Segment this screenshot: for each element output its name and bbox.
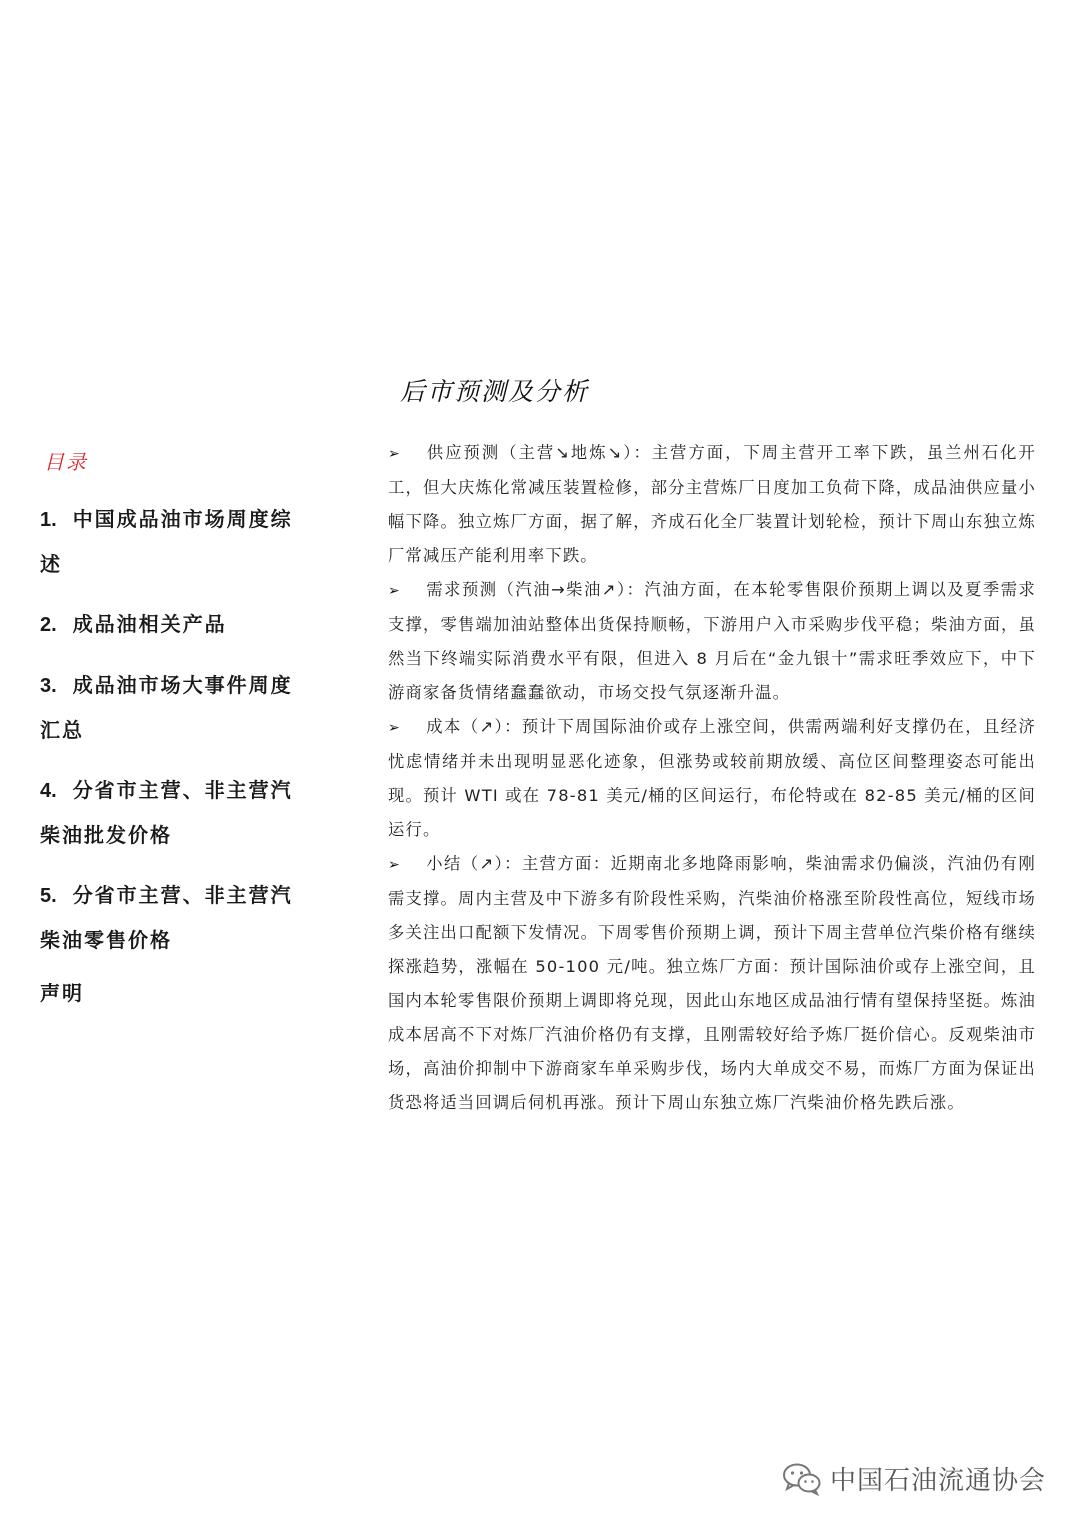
toc-item-number: 4. xyxy=(40,780,57,802)
table-of-contents xyxy=(40,446,310,1024)
watermark-text: 中国石油流通协会 xyxy=(829,1466,1046,1496)
arrow-bullet-icon: ➢ xyxy=(388,446,401,462)
paragraph-cost xyxy=(388,710,1036,847)
toc-heading: 目录 xyxy=(44,450,88,474)
toc-item-label: 中国成品油市场周度综述 xyxy=(40,507,293,576)
arrow-bullet-icon: ➢ xyxy=(388,583,401,599)
toc-item-label: 分省市主营、非主营汽柴油批发价格 xyxy=(40,778,293,847)
watermark xyxy=(782,1460,1046,1497)
analysis-content xyxy=(388,436,1036,1120)
paragraph-text: 成本（↗）：预计下周国际油价或存上涨空间，供需两端利好支撑仍在，且经济忧虑情绪并未出现明显恶化迹象，但涨势或较前期放缓、高位区间整理姿态可能出现。预计 WTI 或在 78-81 美元/桶的区间运行，布伦特或在 82-85 美元/桶的区间运行。 xyxy=(388,717,1036,839)
paragraph-summary xyxy=(388,847,1036,1120)
toc-item-number: 3. xyxy=(40,675,57,697)
arrow-bullet-icon: ➢ xyxy=(388,720,401,736)
toc-item-label: 分省市主营、非主营汽柴油零售价格 xyxy=(40,883,293,952)
toc-item-label: 成品油市场大事件周度汇总 xyxy=(40,673,293,742)
toc-item-number: 1. xyxy=(40,509,57,531)
toc-item-4[interactable] xyxy=(40,768,310,857)
toc-item-declaration[interactable]: 声明 xyxy=(40,981,84,1005)
paragraph-demand-forecast xyxy=(388,573,1036,710)
toc-item-2[interactable] xyxy=(40,602,310,647)
toc-item-label: 成品油相关产品 xyxy=(72,612,227,636)
section-title: 后市预测及分析 xyxy=(400,377,590,406)
toc-item-1[interactable] xyxy=(40,497,310,586)
paragraph-text: 需求预测（汽油→柴油↗）：汽油方面，在本轮零售限价预期上调以及夏季需求支撑，零售端加油站整体出货保持顺畅，下游用户入市采购步伐平稳；柴油方面，虽然当下终端实际消费水平有限，但进入 8 月后在“金九银十”需求旺季效应下，中下游商家备货情绪蠢蠢欲动，市场交投气氛逐渐升温。 xyxy=(388,580,1036,702)
toc-item-number: 2. xyxy=(40,614,57,636)
paragraph-supply-forecast xyxy=(388,436,1036,573)
toc-item-number: 5. xyxy=(40,885,57,907)
paragraph-text: 供应预测（主营↘地炼↘）：主营方面，下周主营开工率下跌，虽兰州石化开工，但大庆炼化常减压装置检修，部分主营炼厂日度加工负荷下降，成品油供应量小幅下降。独立炼厂方面，据了解，齐成石化全厂装置计划轮检，预计下周山东独立炼厂常减压产能利用率下跌。 xyxy=(388,443,1036,565)
toc-item-5[interactable] xyxy=(40,873,310,962)
arrow-bullet-icon: ➢ xyxy=(388,857,401,873)
paragraph-text: 小结（↗）：主营方面：近期南北多地降雨影响，柴油需求仍偏淡，汽油仍有刚需支撑。周内主营及中下游多有阶段性采购，汽柴油价格涨至阶段性高位，短线市场多关注出口配额下发情况。下周零售价预期上调，预计下周主营单位汽柴价格有继续探涨趋势，涨幅在 50-100 元/吨。独立炼厂方面：预计国际油价或存上涨空间，且国内本轮零售限价预期上调即将兑现，因此山东地区成品油行情有望保持坚挺。炼油成本居高不下对炼厂汽油价格仍有支撑，且刚需较好给予炼厂挺价信心。反观柴油市场，高油价抑制中下游商家车单采购步伐，场内大单成交不易，而炼厂方面为保证出货恐将适当回调后伺机再涨。预计下周山东独立炼厂汽柴油价格先跌后涨。 xyxy=(388,854,1036,1112)
wechat-icon xyxy=(782,1462,822,1496)
toc-item-3[interactable] xyxy=(40,663,310,752)
